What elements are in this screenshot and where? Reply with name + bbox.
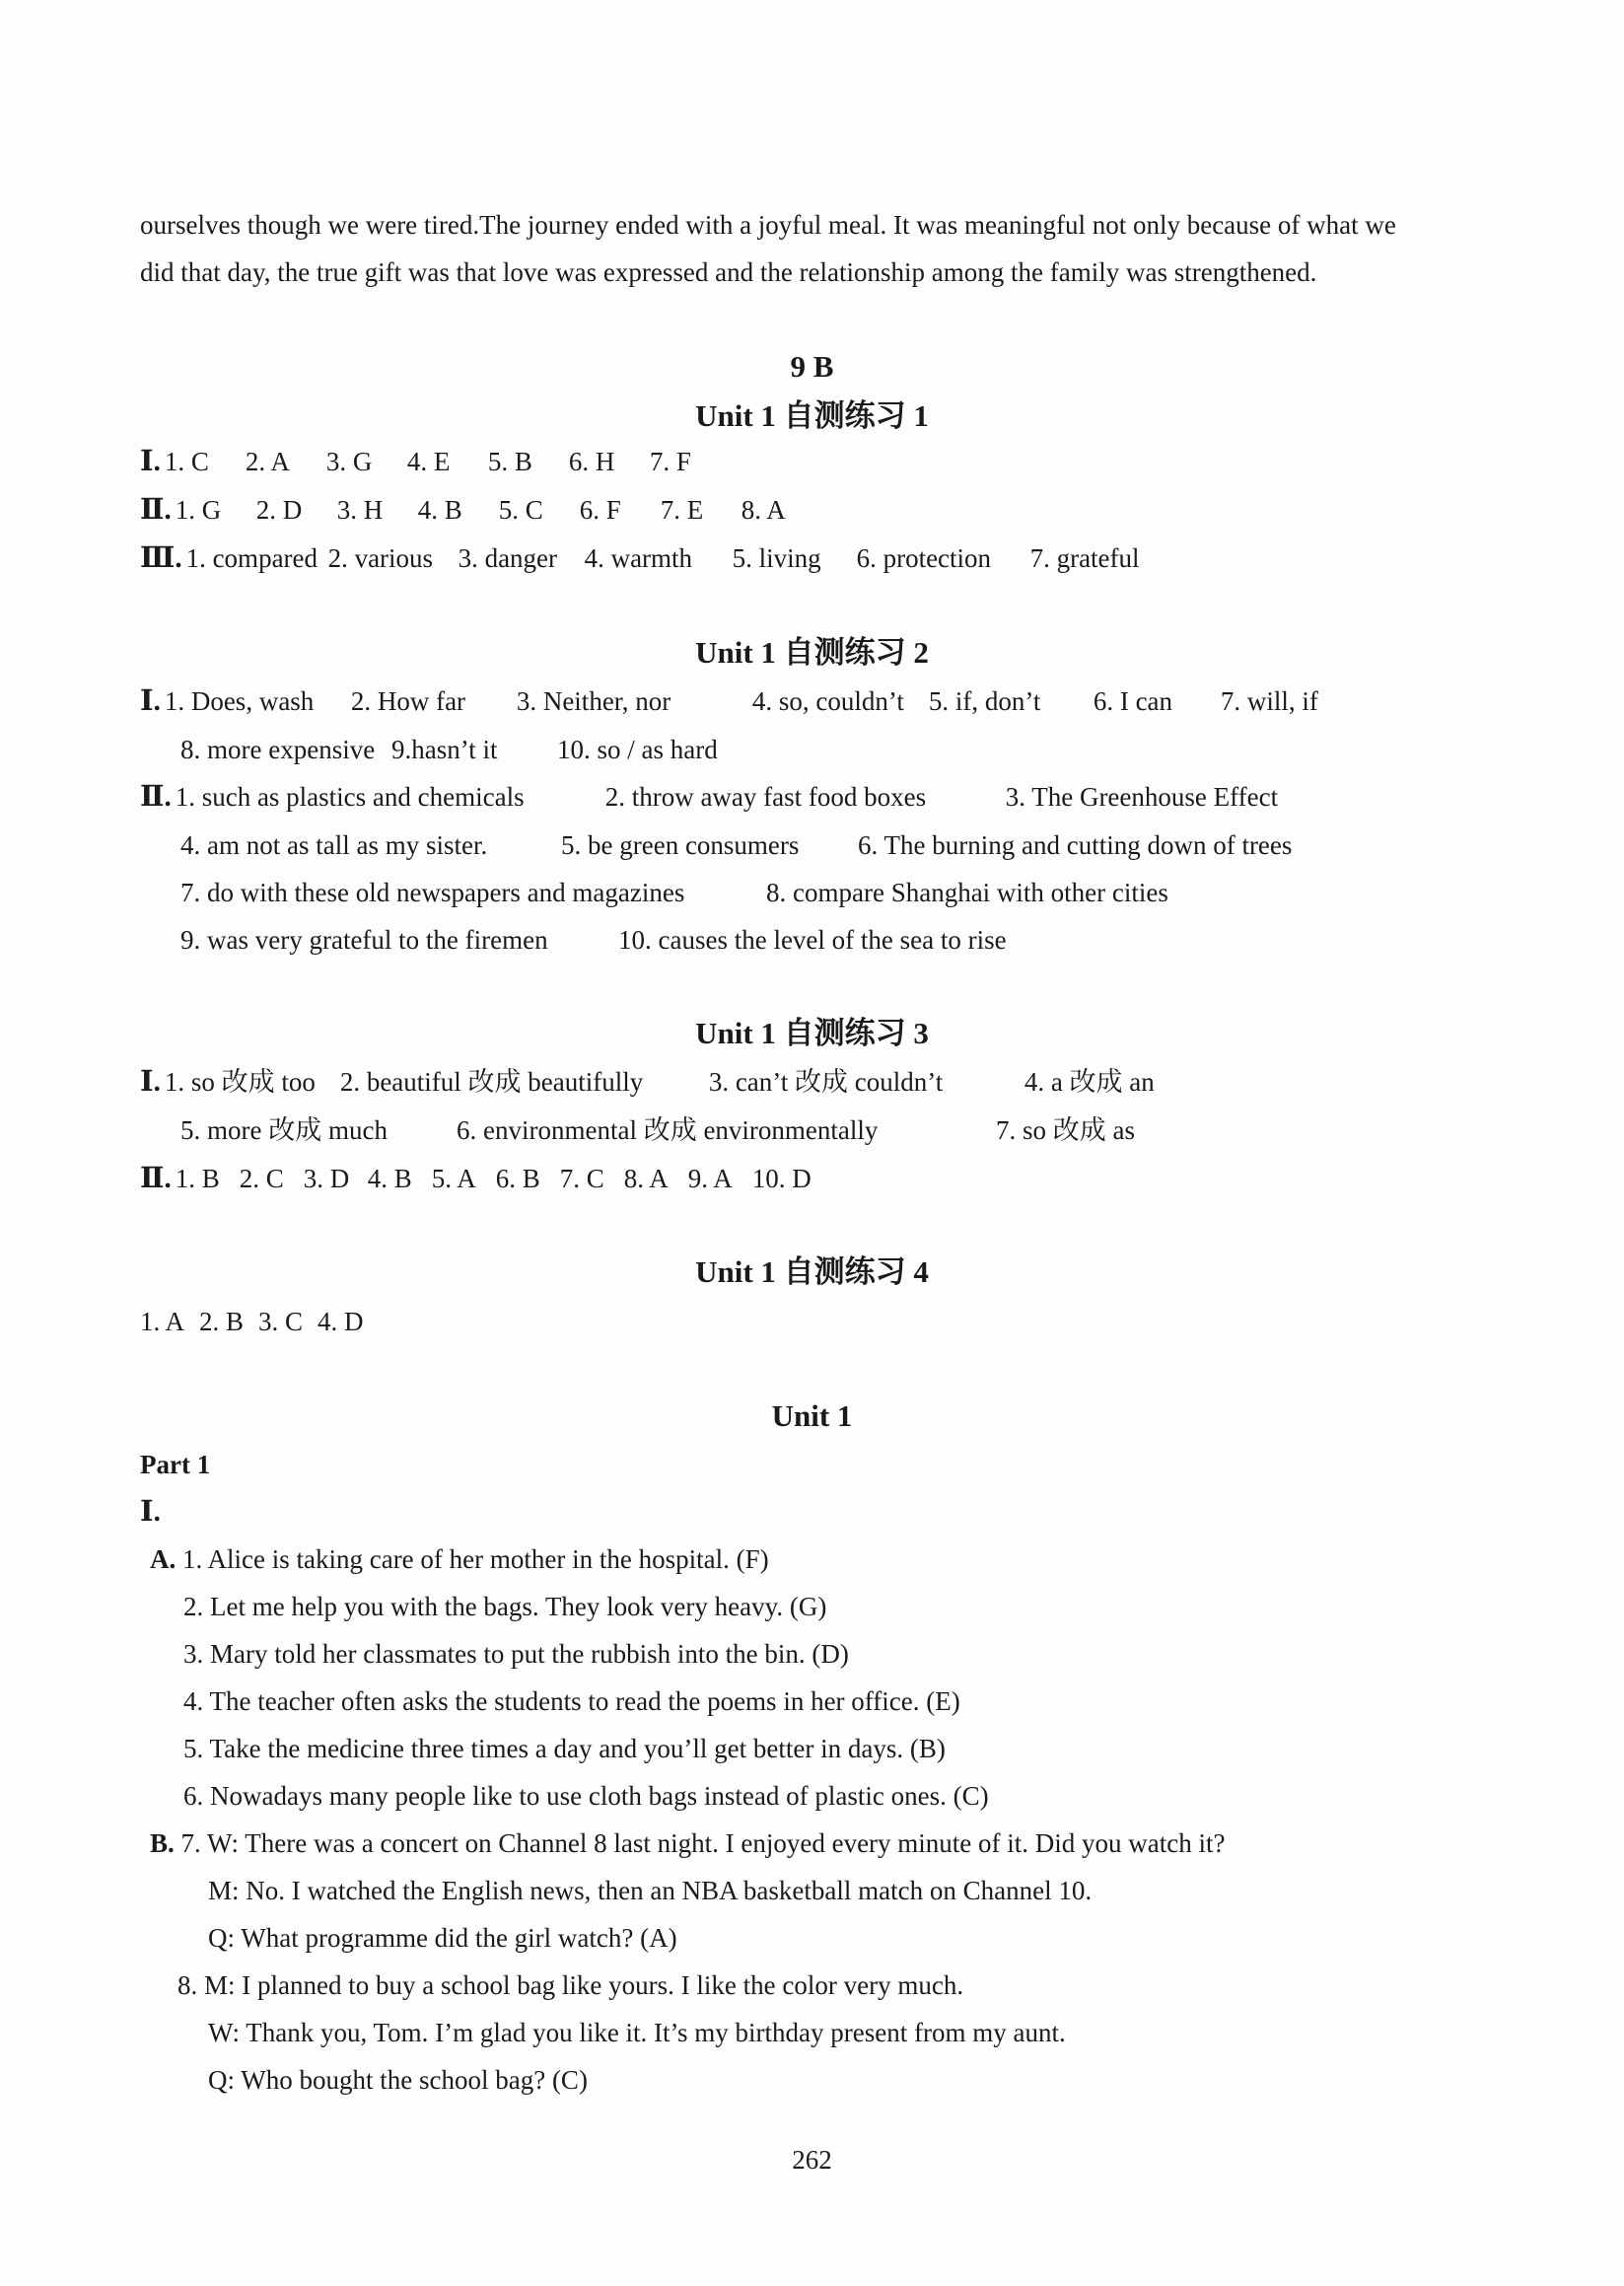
answer-item: 3. G [325, 447, 373, 476]
answer-item: 7. E [660, 495, 704, 525]
dialogue-8-woman: W: Thank you, Tom. I’m glad you like it. It’s my birthday present from my aunt. [208, 2018, 1066, 2047]
answer-item: 5. living [732, 543, 821, 573]
answer-item: 2. A [245, 447, 290, 476]
intro-line-1: ourselves though we were tired.The journey ended with a joyful meal. It was meaningful not only because of what we [140, 210, 1396, 240]
answer-item: 4. E [406, 447, 451, 476]
exercise-2-title: Unit 1 自测练习 2 [695, 635, 929, 670]
exercise-4-title: Unit 1 自测练习 4 [695, 1254, 929, 1289]
section-label: Ⅲ. [140, 542, 182, 574]
answer-item: 4. B [367, 1164, 412, 1193]
exercise-1-row-3 [140, 541, 1140, 575]
answer-item: 6. I can [1093, 686, 1173, 716]
answer-item: 3. The Greenhouse Effect [1005, 782, 1279, 812]
answer-item: 5. more 改成 much [180, 1115, 388, 1145]
answer-item: 7. do with these old newspapers and magazines [180, 878, 685, 907]
answer-item: 2. B [199, 1307, 245, 1336]
exercise-2-row-1b [180, 733, 718, 766]
answer-item: 10. causes the level of the sea to rise [618, 925, 1007, 955]
answer-item: 4. warmth [584, 543, 693, 573]
section-label: Ⅱ. [140, 494, 172, 526]
answer-item: 4. am not as tall as my sister. [180, 830, 488, 860]
section-b-row-7: B. 7. W: There was a concert on Channel 8 last night. I enjoyed every minute of it. Did you watch it? [150, 1828, 1226, 1858]
section-label: Ⅰ. [140, 446, 161, 477]
exercise-3-row-1 [140, 1065, 1155, 1099]
section-a-row-4: 4. The teacher often asks the students to read the poems in her office. (E) [183, 1686, 960, 1716]
answer-item: 3. H [336, 495, 384, 525]
section-a-row-3: 3. Mary told her classmates to put the rubbish into the bin. (D) [183, 1639, 849, 1669]
answer-item: 6. F [579, 495, 621, 525]
exercise-3-title: Unit 1 自测练习 3 [695, 1016, 929, 1050]
answer-item: 3. can’t 改成 couldn’t [708, 1067, 944, 1097]
answer-item: 1. A [140, 1307, 185, 1336]
answer-item: 8. more expensive [180, 735, 376, 764]
answer-item: 8. A [741, 495, 786, 525]
answer-item: 1. such as plastics and chemicals [175, 782, 525, 812]
exercise-1-row-1 [140, 445, 691, 478]
exercise-2-row-2 [140, 780, 1278, 814]
exercise-2-row-1 [140, 684, 1318, 718]
answer-item: 1. B [175, 1164, 220, 1193]
answer-item: 7. F [649, 447, 691, 476]
answer-item: 5. if, don’t [928, 686, 1041, 716]
answer-item: 10. so / as hard [557, 735, 718, 764]
answer-item: 2. beautiful 改成 beautifully [339, 1067, 644, 1097]
section-a-row-2: 2. Let me help you with the bags. They look very heavy. (G) [183, 1592, 827, 1621]
answer-item: 6. protection [856, 543, 992, 573]
exercise-1-row-2 [140, 493, 786, 527]
section-a-row-5: 5. Take the medicine three times a day and you’ll get better in days. (B) [183, 1734, 946, 1763]
answer-item: 5. A [431, 1164, 476, 1193]
answer-item: 9. A [687, 1164, 733, 1193]
answer-item: 4. B [417, 495, 462, 525]
exercise-1-title: Unit 1 自测练习 1 [695, 398, 929, 433]
dialogue-8-question: Q: Who bought the school bag? (C) [208, 2065, 588, 2095]
answer-item: 6. H [568, 447, 615, 476]
answer-item: 3. D [303, 1164, 350, 1193]
answer-item: 3. danger [458, 543, 558, 573]
exercise-2-row-2d [180, 923, 1007, 957]
answer-item: 5. B [487, 447, 532, 476]
section-a-label: A. [150, 1544, 177, 1574]
answer-item: 3. C [258, 1307, 304, 1336]
section-label: Ⅱ. [140, 1163, 172, 1194]
answer-item: 1. Does, wash [164, 686, 315, 716]
dialogue-8-man: 8. M: I planned to buy a school bag like yours. I like the color very much. [177, 1970, 964, 2000]
answer-item: 1. G [175, 495, 222, 525]
answer-item: 9.hasn’t it [391, 735, 498, 764]
answer-item: 7. will, if [1220, 686, 1318, 716]
section-a-row-1: A. 1. Alice is taking care of her mother in the hospital. (F) [150, 1544, 769, 1574]
answer-item: 7. C [559, 1164, 604, 1193]
exercise-2-row-2c [180, 876, 1168, 909]
answer-item: 6. The burning and cutting down of trees [858, 830, 1293, 860]
answer-item: 10. D [751, 1164, 812, 1193]
section-label: Ⅰ. [140, 1066, 161, 1098]
answer-item: 3. Neither, nor [516, 686, 671, 716]
answer-item: 1. C [164, 447, 209, 476]
answer-item: 5. be green consumers [561, 830, 800, 860]
answer-item: 9. was very grateful to the firemen [180, 925, 548, 955]
intro-line-2: did that day, the true gift was that love was expressed and the relationship among the family was strengthened. [140, 257, 1317, 287]
exercise-2-row-2b [180, 828, 1292, 862]
answer-item: 2. C [239, 1164, 284, 1193]
answer-item: 2. various [327, 543, 434, 573]
answer-item: 7. so 改成 as [996, 1115, 1135, 1145]
answer-item: 8. A [623, 1164, 669, 1193]
section-a-row-6: 6. Nowadays many people like to use cloth bags instead of plastic ones. (C) [183, 1781, 989, 1811]
exercise-4-row-1 [140, 1305, 364, 1338]
page-number: 262 [792, 2145, 832, 2175]
section-label: Ⅰ. [140, 1496, 161, 1528]
answer-item: 8. compare Shanghai with other cities [766, 878, 1168, 907]
part-label: Part 1 [140, 1450, 211, 1479]
dialogue-7-man: M: No. I watched the English news, then an NBA basketball match on Channel 10. [208, 1876, 1093, 1905]
grade-heading: 9 B [790, 349, 834, 384]
answer-item: 4. D [318, 1307, 364, 1336]
answer-item: 1. compared [185, 543, 318, 573]
answer-item: 1. so 改成 too [164, 1067, 316, 1097]
answer-item: 2. throw away fast food boxes [604, 782, 927, 812]
answer-item: 4. a 改成 an [1024, 1067, 1155, 1097]
answer-item: 5. C [498, 495, 543, 525]
section-b-label: B. [150, 1828, 175, 1858]
answer-item: 7. grateful [1029, 543, 1140, 573]
exercise-3-row-1b [180, 1113, 1135, 1147]
section-label: Ⅰ. [140, 685, 161, 717]
answer-item: 4. so, couldn’t [751, 686, 904, 716]
answer-item: 6. environmental 改成 environmentally [457, 1115, 879, 1145]
answer-item: 2. How far [350, 686, 466, 716]
unit-title: Unit 1 [771, 1398, 853, 1433]
section-label: Ⅱ. [140, 781, 172, 813]
exercise-3-row-2 [140, 1162, 812, 1195]
answer-item: 6. B [495, 1164, 540, 1193]
dialogue-7-question: Q: What programme did the girl watch? (A) [208, 1923, 677, 1953]
answer-item: 2. D [255, 495, 303, 525]
